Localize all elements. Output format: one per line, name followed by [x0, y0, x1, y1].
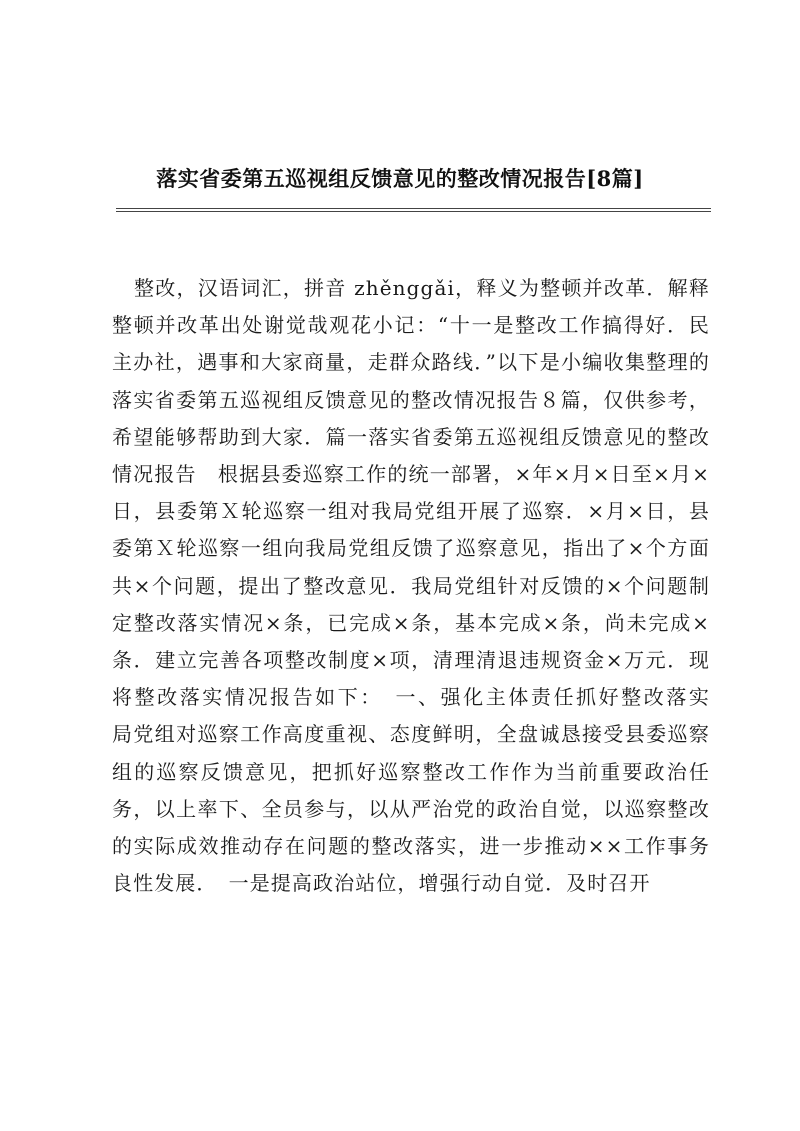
document-title: 落实省委第五巡视组反馈意见的整改情况报告[8篇]	[156, 166, 644, 191]
title-underline	[116, 208, 711, 212]
body-paragraph: 整改，汉语词汇，拼音 zhěnggǎi，释义为整顿并改革．解释整顿并改革出处谢觉哉观花小记：“十一是整改工作搞得好．民主办社，遇事和大家商量，走群众路线．”以下是小编收集整理的落实省委第五巡视组反馈意见的整改情况报告８篇，仅供参考，希望能够帮助到大家．篇一落实省委第五巡视组反馈意见的整改情况报告 根据县委巡察工作的统一部署，×年×月×日至×月×日，县委第Ｘ轮巡察一组对我局党组开展了巡察．×月×日，县委第Ｘ轮巡察一组向我局党组反馈了巡察意见，指出了×个方面共×个问题，提出了整改意见．我局党组针对反馈的×个问题制定整改落实情况×条，已完成×条，基本完成×条，尚未完成×条．建立完善各项整改制度×项，清理清退违规资金×万元．现将整改落实情况报告如下： 一、强化主体责任抓好整改落实 局党组对巡察工作高度重视、态度鲜明，全盘诚恳接受县委巡察组的巡察反馈意见，把抓好巡察整改工作作为当前重要政治任务，以上率下、全员参与，以从严治党的政治自觉，以巡察整改的实际成效推动存在问题的整改落实，进一步推动××工作事务良性发展． 一是提高政治站位，增强行动自觉．及时召开	[112, 276, 732, 896]
